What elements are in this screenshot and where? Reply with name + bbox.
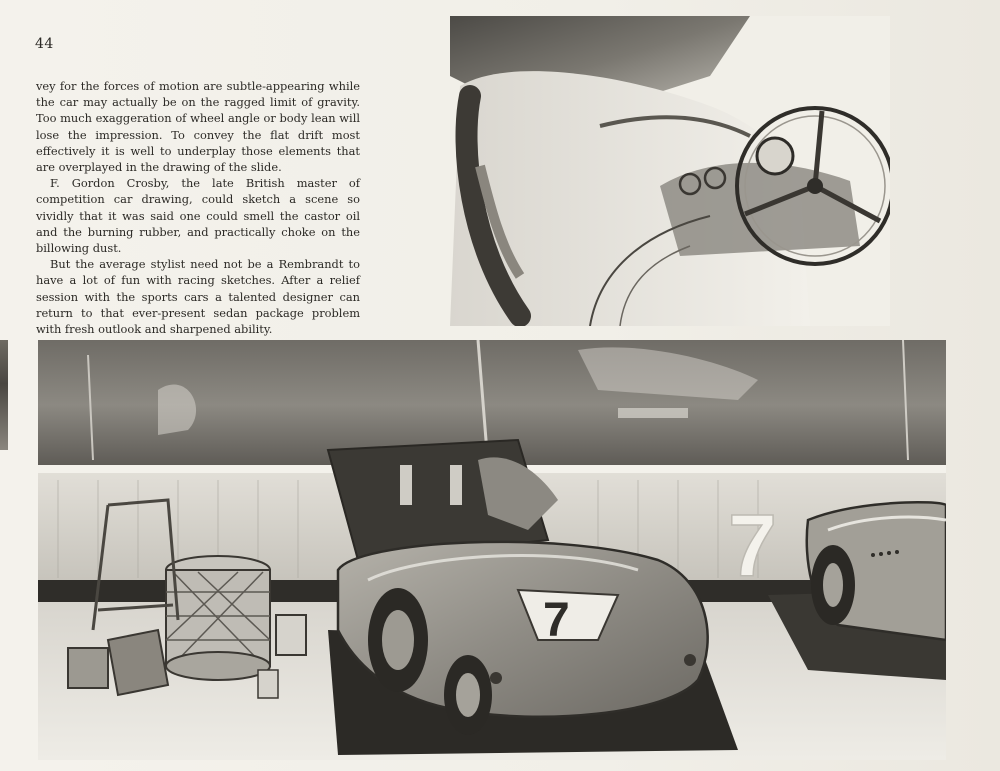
tire-stack [166,556,270,680]
body-text [36,78,360,337]
cockpit-sketch-drawing [450,16,890,326]
second-car-sketch [807,502,946,640]
page-number: 44 [35,36,54,52]
paragraph-1: vey for the forces of motion are subtle-appearing while the car may actually be on the ragged limit of gravity. Too much exaggeration of wheel angle or body lean will lose the impression. To convey the flat drift most effectively it is well to underplay those elements that are overplayed in the drawing of the slide. [36,79,360,175]
paragraph-3: But the average stylist need not be a Rembrandt to have a lot of fun with racing sketches. After a relief session with the sports cars a talented designer can return to that ever-present sedan package problem with fresh outlook and sharpened ability. [36,257,360,337]
binding-edge [0,340,8,450]
wall-number: 7 [728,496,777,595]
pit-scene-sketch [38,340,946,760]
pit-scene-drawing [38,340,946,760]
car-number: 7 [543,594,570,647]
paragraph-2: F. Gordon Crosby, the late British master of competition car drawing, could sketch a scene so vividly that it was said one could smell the castor oil and the burning rubber, and practically choke on the billowing dust. [36,176,360,256]
cockpit-sketch [450,16,890,326]
